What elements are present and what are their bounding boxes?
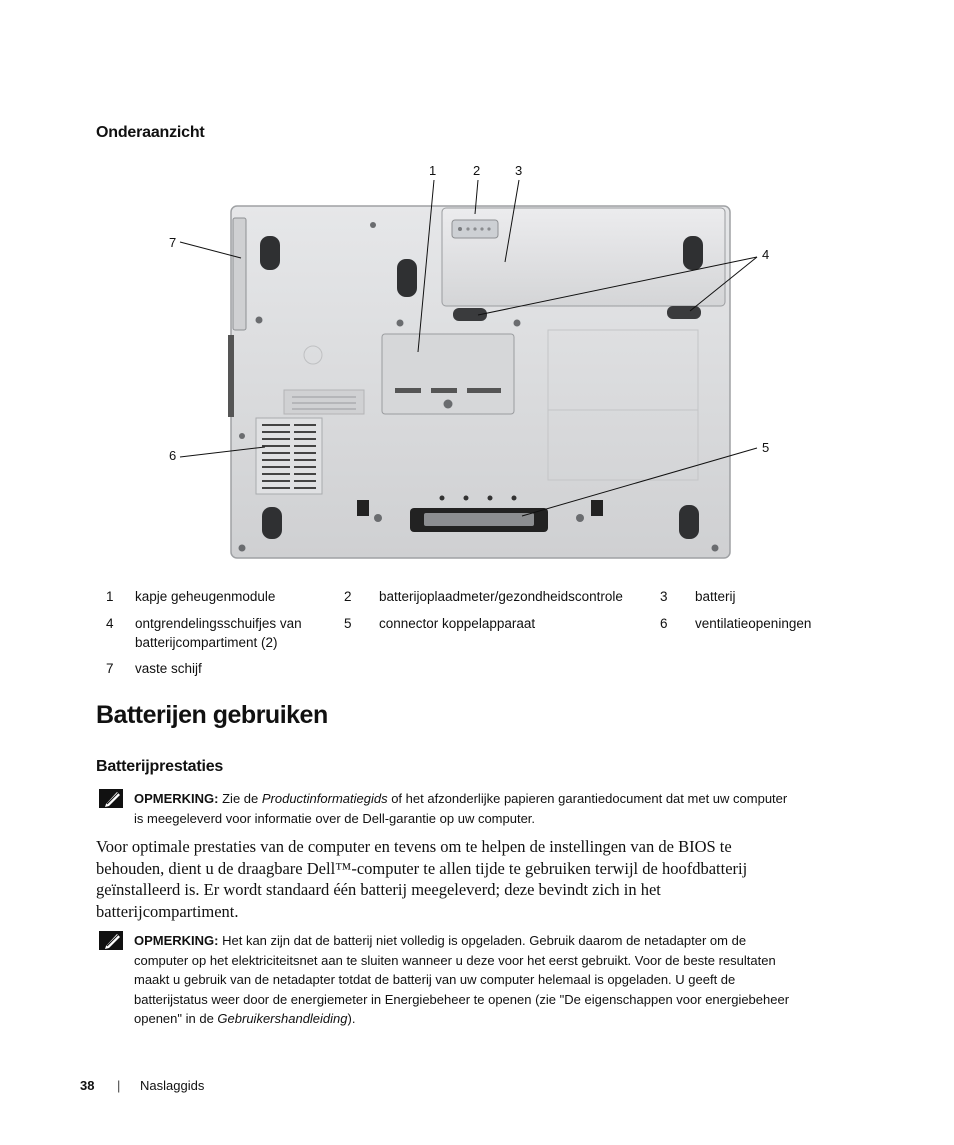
note-label: OPMERKING: <box>134 791 219 806</box>
legend-text: ventilatieopeningen <box>695 616 812 631</box>
pencil-note-icon <box>98 930 126 952</box>
note-text: is meegeleverd voor informatie over de Dell-garantie op uw computer. <box>134 810 536 826</box>
legend-num: 7 <box>106 661 114 676</box>
body-paragraph <box>96 836 836 922</box>
legend-text: batterijoplaadmeter/gezondheidscontrole <box>379 589 623 604</box>
legend-num: 6 <box>660 616 668 631</box>
callout-3: 3 <box>515 163 523 178</box>
section-title: Onderaanzicht <box>96 124 205 141</box>
legend-text: vaste schijf <box>135 661 202 676</box>
callout-4: 4 <box>762 247 770 262</box>
paragraph-line: geïnstalleerd is. Er wordt standaard één batterij meegeleverd; deze bevindt zich in het <box>96 880 661 899</box>
legend-text: connector koppelapparaat <box>379 616 536 631</box>
note-label: OPMERKING: <box>134 933 219 948</box>
callout-5: 5 <box>762 440 770 455</box>
note-2 <box>98 931 878 1031</box>
callout-1: 1 <box>429 163 437 178</box>
paragraph-line: behouden, dient u de draagbare Dell™-computer te allen tijde te gebruiken terwijl de hoofdbatterij <box>96 858 748 878</box>
footer-separator: | <box>117 1078 121 1093</box>
note-text: ). <box>347 1011 356 1026</box>
legend-num: 4 <box>106 616 114 631</box>
note-1 <box>98 789 868 829</box>
note-text: computer op het elektriciteitsnet aan te sluiten wanneer u deze voor het eerst gebruikt. Voor de beste resultaten <box>134 952 776 968</box>
callout-7: 7 <box>169 235 177 250</box>
footer-title: Naslaggids <box>140 1078 205 1093</box>
note-italic: Gebruikershandleiding <box>217 1011 348 1026</box>
note-text: Zie de <box>218 791 262 806</box>
note-text: openen" in de <box>134 1011 218 1026</box>
legend-text: batterijcompartiment (2) <box>135 635 278 650</box>
page-heading: Batterijen gebruiken <box>96 701 328 729</box>
legend-num: 3 <box>660 589 668 604</box>
legend-num: 1 <box>106 589 114 604</box>
page-number: 38 <box>80 1078 95 1093</box>
callout-6: 6 <box>169 448 177 463</box>
legend-text: batterij <box>695 589 736 604</box>
pencil-note-icon <box>98 788 126 810</box>
note-text: Het kan zijn dat de batterij niet volledig is opgeladen. Gebruik daarom de netadapter om de <box>218 933 747 948</box>
paragraph-line: batterijcompartiment. <box>96 901 239 921</box>
note-text: batterijstatus weer door de energiemeter in Energiebeheer te openen (zie "De eigenschappen voor energiebeheer <box>134 991 790 1007</box>
note-text: of het afzonderlijke papieren garantiedocument dat met uw computer <box>387 791 788 806</box>
paragraph-line: Voor optimale prestaties van de computer en tevens om te helpen de instellingen van de BIOS te <box>96 837 732 856</box>
legend-text: ontgrendelingsschuifjes van <box>135 616 302 631</box>
legend-num: 2 <box>344 589 352 604</box>
subheading: Batterijprestaties <box>96 758 224 775</box>
legend-num: 5 <box>344 616 352 631</box>
note-text: maakt u gebruik van de netadapter totdat de batterij van uw computer helemaal is opgeladen. U geeft de <box>134 972 736 987</box>
callout-2: 2 <box>473 163 481 178</box>
legend-text: kapje geheugenmodule <box>135 589 276 604</box>
note-italic: Productinformatiegids <box>261 791 388 806</box>
